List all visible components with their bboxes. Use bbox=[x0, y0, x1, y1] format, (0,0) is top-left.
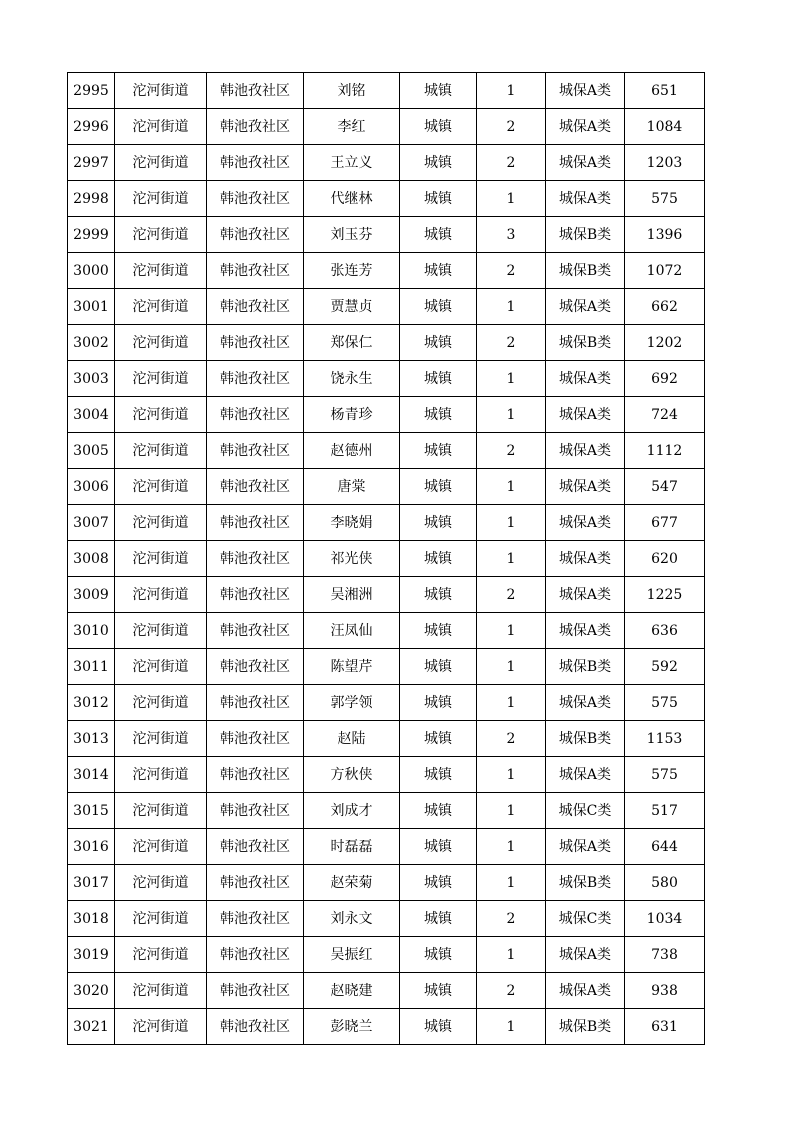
area-type-cell: 城镇 bbox=[400, 649, 477, 685]
area-type-cell: 城镇 bbox=[400, 145, 477, 181]
name-cell: 贾慧贞 bbox=[304, 289, 400, 325]
area-type-cell: 城镇 bbox=[400, 433, 477, 469]
category-cell: 城保B类 bbox=[546, 217, 625, 253]
name-cell: 刘铭 bbox=[304, 73, 400, 109]
category-cell: 城保B类 bbox=[546, 325, 625, 361]
street-cell: 沱河街道 bbox=[115, 613, 207, 649]
amount-cell: 631 bbox=[625, 1009, 705, 1045]
table-row bbox=[68, 289, 705, 325]
area-type-cell: 城镇 bbox=[400, 217, 477, 253]
name-cell: 方秋侠 bbox=[304, 757, 400, 793]
serial-number-cell: 3021 bbox=[68, 1009, 115, 1045]
amount-cell: 1034 bbox=[625, 901, 705, 937]
table-row bbox=[68, 397, 705, 433]
street-cell: 沱河街道 bbox=[115, 397, 207, 433]
name-cell: 赵陆 bbox=[304, 721, 400, 757]
serial-number-cell: 3000 bbox=[68, 253, 115, 289]
serial-number-cell: 2998 bbox=[68, 181, 115, 217]
name-cell: 饶永生 bbox=[304, 361, 400, 397]
amount-cell: 517 bbox=[625, 793, 705, 829]
serial-number-cell: 3004 bbox=[68, 397, 115, 433]
amount-cell: 547 bbox=[625, 469, 705, 505]
community-cell: 韩池孜社区 bbox=[207, 685, 304, 721]
household-count-cell: 2 bbox=[477, 253, 546, 289]
amount-cell: 938 bbox=[625, 973, 705, 1009]
amount-cell: 636 bbox=[625, 613, 705, 649]
amount-cell: 677 bbox=[625, 505, 705, 541]
serial-number-cell: 3001 bbox=[68, 289, 115, 325]
community-cell: 韩池孜社区 bbox=[207, 397, 304, 433]
area-type-cell: 城镇 bbox=[400, 541, 477, 577]
amount-cell: 580 bbox=[625, 865, 705, 901]
category-cell: 城保A类 bbox=[546, 829, 625, 865]
household-count-cell: 1 bbox=[477, 361, 546, 397]
amount-cell: 644 bbox=[625, 829, 705, 865]
community-cell: 韩池孜社区 bbox=[207, 505, 304, 541]
serial-number-cell: 3006 bbox=[68, 469, 115, 505]
table-row bbox=[68, 541, 705, 577]
category-cell: 城保B类 bbox=[546, 649, 625, 685]
area-type-cell: 城镇 bbox=[400, 181, 477, 217]
household-count-cell: 1 bbox=[477, 73, 546, 109]
community-cell: 韩池孜社区 bbox=[207, 361, 304, 397]
name-cell: 刘玉芬 bbox=[304, 217, 400, 253]
table-row bbox=[68, 325, 705, 361]
area-type-cell: 城镇 bbox=[400, 613, 477, 649]
street-cell: 沱河街道 bbox=[115, 1009, 207, 1045]
category-cell: 城保B类 bbox=[546, 1009, 625, 1045]
serial-number-cell: 3017 bbox=[68, 865, 115, 901]
amount-cell: 738 bbox=[625, 937, 705, 973]
category-cell: 城保A类 bbox=[546, 973, 625, 1009]
area-type-cell: 城镇 bbox=[400, 289, 477, 325]
amount-cell: 575 bbox=[625, 181, 705, 217]
serial-number-cell: 3010 bbox=[68, 613, 115, 649]
household-count-cell: 1 bbox=[477, 181, 546, 217]
area-type-cell: 城镇 bbox=[400, 901, 477, 937]
amount-cell: 1153 bbox=[625, 721, 705, 757]
table-row bbox=[68, 145, 705, 181]
amount-cell: 1112 bbox=[625, 433, 705, 469]
area-type-cell: 城镇 bbox=[400, 685, 477, 721]
household-count-cell: 1 bbox=[477, 1009, 546, 1045]
name-cell: 赵晓建 bbox=[304, 973, 400, 1009]
category-cell: 城保A类 bbox=[546, 361, 625, 397]
area-type-cell: 城镇 bbox=[400, 973, 477, 1009]
serial-number-cell: 3003 bbox=[68, 361, 115, 397]
community-cell: 韩池孜社区 bbox=[207, 289, 304, 325]
table-row bbox=[68, 649, 705, 685]
category-cell: 城保A类 bbox=[546, 685, 625, 721]
amount-cell: 1084 bbox=[625, 109, 705, 145]
amount-cell: 620 bbox=[625, 541, 705, 577]
serial-number-cell: 3009 bbox=[68, 577, 115, 613]
household-count-cell: 2 bbox=[477, 721, 546, 757]
table-row bbox=[68, 685, 705, 721]
street-cell: 沱河街道 bbox=[115, 217, 207, 253]
street-cell: 沱河街道 bbox=[115, 721, 207, 757]
area-type-cell: 城镇 bbox=[400, 109, 477, 145]
community-cell: 韩池孜社区 bbox=[207, 109, 304, 145]
household-count-cell: 2 bbox=[477, 325, 546, 361]
area-type-cell: 城镇 bbox=[400, 361, 477, 397]
street-cell: 沱河街道 bbox=[115, 505, 207, 541]
street-cell: 沱河街道 bbox=[115, 541, 207, 577]
street-cell: 沱河街道 bbox=[115, 865, 207, 901]
category-cell: 城保A类 bbox=[546, 541, 625, 577]
street-cell: 沱河街道 bbox=[115, 757, 207, 793]
name-cell: 李晓娟 bbox=[304, 505, 400, 541]
community-cell: 韩池孜社区 bbox=[207, 541, 304, 577]
name-cell: 郑保仁 bbox=[304, 325, 400, 361]
table-row bbox=[68, 577, 705, 613]
roster-table bbox=[67, 72, 705, 1045]
table-row bbox=[68, 109, 705, 145]
area-type-cell: 城镇 bbox=[400, 397, 477, 433]
table-row bbox=[68, 865, 705, 901]
table-row bbox=[68, 1009, 705, 1045]
street-cell: 沱河街道 bbox=[115, 469, 207, 505]
community-cell: 韩池孜社区 bbox=[207, 217, 304, 253]
community-cell: 韩池孜社区 bbox=[207, 973, 304, 1009]
table-row bbox=[68, 613, 705, 649]
table-row bbox=[68, 829, 705, 865]
category-cell: 城保A类 bbox=[546, 181, 625, 217]
name-cell: 赵德州 bbox=[304, 433, 400, 469]
household-count-cell: 2 bbox=[477, 901, 546, 937]
serial-number-cell: 3011 bbox=[68, 649, 115, 685]
serial-number-cell: 3013 bbox=[68, 721, 115, 757]
community-cell: 韩池孜社区 bbox=[207, 577, 304, 613]
table-row bbox=[68, 721, 705, 757]
table-row bbox=[68, 469, 705, 505]
name-cell: 彭晓兰 bbox=[304, 1009, 400, 1045]
table-row bbox=[68, 937, 705, 973]
amount-cell: 1072 bbox=[625, 253, 705, 289]
community-cell: 韩池孜社区 bbox=[207, 73, 304, 109]
household-count-cell: 1 bbox=[477, 865, 546, 901]
community-cell: 韩池孜社区 bbox=[207, 757, 304, 793]
name-cell: 郭学领 bbox=[304, 685, 400, 721]
category-cell: 城保B类 bbox=[546, 721, 625, 757]
area-type-cell: 城镇 bbox=[400, 253, 477, 289]
street-cell: 沱河街道 bbox=[115, 973, 207, 1009]
household-count-cell: 1 bbox=[477, 793, 546, 829]
street-cell: 沱河街道 bbox=[115, 937, 207, 973]
area-type-cell: 城镇 bbox=[400, 721, 477, 757]
amount-cell: 651 bbox=[625, 73, 705, 109]
category-cell: 城保A类 bbox=[546, 577, 625, 613]
category-cell: 城保A类 bbox=[546, 613, 625, 649]
area-type-cell: 城镇 bbox=[400, 865, 477, 901]
community-cell: 韩池孜社区 bbox=[207, 433, 304, 469]
street-cell: 沱河街道 bbox=[115, 649, 207, 685]
table-row bbox=[68, 181, 705, 217]
community-cell: 韩池孜社区 bbox=[207, 829, 304, 865]
street-cell: 沱河街道 bbox=[115, 145, 207, 181]
category-cell: 城保A类 bbox=[546, 145, 625, 181]
serial-number-cell: 3015 bbox=[68, 793, 115, 829]
category-cell: 城保B类 bbox=[546, 865, 625, 901]
amount-cell: 1225 bbox=[625, 577, 705, 613]
table-row bbox=[68, 361, 705, 397]
street-cell: 沱河街道 bbox=[115, 793, 207, 829]
household-count-cell: 1 bbox=[477, 289, 546, 325]
name-cell: 刘永文 bbox=[304, 901, 400, 937]
street-cell: 沱河街道 bbox=[115, 253, 207, 289]
name-cell: 刘成才 bbox=[304, 793, 400, 829]
category-cell: 城保A类 bbox=[546, 469, 625, 505]
household-count-cell: 1 bbox=[477, 541, 546, 577]
name-cell: 时磊磊 bbox=[304, 829, 400, 865]
community-cell: 韩池孜社区 bbox=[207, 793, 304, 829]
name-cell: 张连芳 bbox=[304, 253, 400, 289]
category-cell: 城保A类 bbox=[546, 73, 625, 109]
street-cell: 沱河街道 bbox=[115, 829, 207, 865]
household-count-cell: 1 bbox=[477, 505, 546, 541]
community-cell: 韩池孜社区 bbox=[207, 181, 304, 217]
category-cell: 城保A类 bbox=[546, 289, 625, 325]
household-count-cell: 3 bbox=[477, 217, 546, 253]
amount-cell: 575 bbox=[625, 685, 705, 721]
table-row bbox=[68, 901, 705, 937]
category-cell: 城保C类 bbox=[546, 793, 625, 829]
roster-table-body bbox=[68, 73, 705, 1045]
household-count-cell: 2 bbox=[477, 577, 546, 613]
household-count-cell: 2 bbox=[477, 433, 546, 469]
serial-number-cell: 2999 bbox=[68, 217, 115, 253]
serial-number-cell: 2995 bbox=[68, 73, 115, 109]
amount-cell: 1203 bbox=[625, 145, 705, 181]
street-cell: 沱河街道 bbox=[115, 181, 207, 217]
community-cell: 韩池孜社区 bbox=[207, 649, 304, 685]
name-cell: 李红 bbox=[304, 109, 400, 145]
category-cell: 城保C类 bbox=[546, 901, 625, 937]
serial-number-cell: 3002 bbox=[68, 325, 115, 361]
serial-number-cell: 2997 bbox=[68, 145, 115, 181]
name-cell: 汪凤仙 bbox=[304, 613, 400, 649]
area-type-cell: 城镇 bbox=[400, 469, 477, 505]
table-row bbox=[68, 793, 705, 829]
name-cell: 赵荣菊 bbox=[304, 865, 400, 901]
area-type-cell: 城镇 bbox=[400, 325, 477, 361]
serial-number-cell: 3007 bbox=[68, 505, 115, 541]
table-row bbox=[68, 973, 705, 1009]
amount-cell: 692 bbox=[625, 361, 705, 397]
amount-cell: 662 bbox=[625, 289, 705, 325]
household-count-cell: 2 bbox=[477, 109, 546, 145]
community-cell: 韩池孜社区 bbox=[207, 253, 304, 289]
street-cell: 沱河街道 bbox=[115, 289, 207, 325]
community-cell: 韩池孜社区 bbox=[207, 937, 304, 973]
area-type-cell: 城镇 bbox=[400, 757, 477, 793]
street-cell: 沱河街道 bbox=[115, 433, 207, 469]
area-type-cell: 城镇 bbox=[400, 1009, 477, 1045]
community-cell: 韩池孜社区 bbox=[207, 325, 304, 361]
area-type-cell: 城镇 bbox=[400, 793, 477, 829]
category-cell: 城保A类 bbox=[546, 937, 625, 973]
category-cell: 城保A类 bbox=[546, 109, 625, 145]
amount-cell: 724 bbox=[625, 397, 705, 433]
table-row bbox=[68, 217, 705, 253]
name-cell: 吴振红 bbox=[304, 937, 400, 973]
serial-number-cell: 3012 bbox=[68, 685, 115, 721]
street-cell: 沱河街道 bbox=[115, 361, 207, 397]
category-cell: 城保A类 bbox=[546, 397, 625, 433]
street-cell: 沱河街道 bbox=[115, 685, 207, 721]
household-count-cell: 1 bbox=[477, 397, 546, 433]
household-count-cell: 1 bbox=[477, 757, 546, 793]
serial-number-cell: 3020 bbox=[68, 973, 115, 1009]
community-cell: 韩池孜社区 bbox=[207, 865, 304, 901]
serial-number-cell: 3005 bbox=[68, 433, 115, 469]
table-row bbox=[68, 505, 705, 541]
name-cell: 唐棠 bbox=[304, 469, 400, 505]
household-count-cell: 1 bbox=[477, 469, 546, 505]
community-cell: 韩池孜社区 bbox=[207, 469, 304, 505]
street-cell: 沱河街道 bbox=[115, 109, 207, 145]
area-type-cell: 城镇 bbox=[400, 829, 477, 865]
community-cell: 韩池孜社区 bbox=[207, 721, 304, 757]
name-cell: 吴湘洲 bbox=[304, 577, 400, 613]
community-cell: 韩池孜社区 bbox=[207, 145, 304, 181]
area-type-cell: 城镇 bbox=[400, 73, 477, 109]
serial-number-cell: 2996 bbox=[68, 109, 115, 145]
name-cell: 代继林 bbox=[304, 181, 400, 217]
category-cell: 城保A类 bbox=[546, 433, 625, 469]
household-count-cell: 1 bbox=[477, 829, 546, 865]
community-cell: 韩池孜社区 bbox=[207, 901, 304, 937]
serial-number-cell: 3008 bbox=[68, 541, 115, 577]
household-count-cell: 1 bbox=[477, 649, 546, 685]
category-cell: 城保B类 bbox=[546, 253, 625, 289]
area-type-cell: 城镇 bbox=[400, 577, 477, 613]
amount-cell: 1396 bbox=[625, 217, 705, 253]
area-type-cell: 城镇 bbox=[400, 505, 477, 541]
name-cell: 陈望芹 bbox=[304, 649, 400, 685]
household-count-cell: 1 bbox=[477, 937, 546, 973]
amount-cell: 1202 bbox=[625, 325, 705, 361]
table-row bbox=[68, 757, 705, 793]
street-cell: 沱河街道 bbox=[115, 73, 207, 109]
serial-number-cell: 3018 bbox=[68, 901, 115, 937]
street-cell: 沱河街道 bbox=[115, 577, 207, 613]
table-row bbox=[68, 73, 705, 109]
amount-cell: 575 bbox=[625, 757, 705, 793]
street-cell: 沱河街道 bbox=[115, 901, 207, 937]
household-count-cell: 2 bbox=[477, 145, 546, 181]
household-count-cell: 1 bbox=[477, 685, 546, 721]
household-count-cell: 1 bbox=[477, 613, 546, 649]
serial-number-cell: 3019 bbox=[68, 937, 115, 973]
table-row bbox=[68, 253, 705, 289]
community-cell: 韩池孜社区 bbox=[207, 613, 304, 649]
street-cell: 沱河街道 bbox=[115, 325, 207, 361]
serial-number-cell: 3014 bbox=[68, 757, 115, 793]
name-cell: 杨青珍 bbox=[304, 397, 400, 433]
name-cell: 祁光侠 bbox=[304, 541, 400, 577]
name-cell: 王立义 bbox=[304, 145, 400, 181]
amount-cell: 592 bbox=[625, 649, 705, 685]
area-type-cell: 城镇 bbox=[400, 937, 477, 973]
category-cell: 城保A类 bbox=[546, 757, 625, 793]
table-row bbox=[68, 433, 705, 469]
household-count-cell: 2 bbox=[477, 973, 546, 1009]
category-cell: 城保A类 bbox=[546, 505, 625, 541]
serial-number-cell: 3016 bbox=[68, 829, 115, 865]
community-cell: 韩池孜社区 bbox=[207, 1009, 304, 1045]
